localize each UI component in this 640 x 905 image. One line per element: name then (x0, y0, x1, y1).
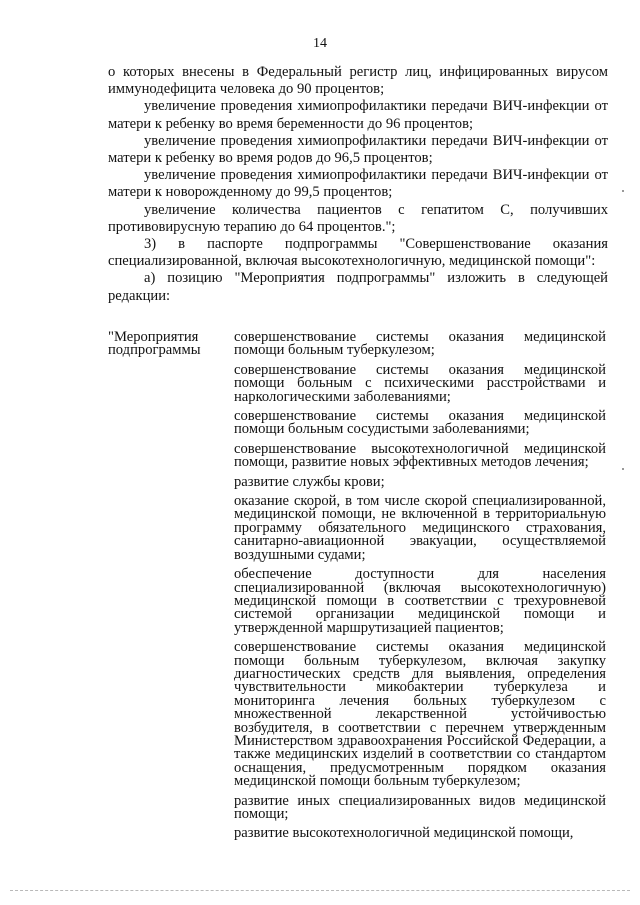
list-item: оказание скорой, в том числе скорой специализированной, медицинской помощи, не включенной в территориальную программу обязательного медицинского страхования, санитарно-авиационной эвакуации, осуществляемой воздушными судами; (234, 493, 606, 563)
paragraph: 3) в паспорте подпрограммы "Совершенствование оказания специализированной, включая высокотехнологичную, медицинской помощи": (108, 236, 608, 270)
list-item: обеспечение доступности для населения специализированной (включая высокотехнологичную) медицинской помощи в соответствии с трехуровневой системой организации медицинской помощи и утвержденной маршрутизацией пациентов; (234, 566, 606, 636)
scan-speck (622, 468, 624, 470)
paragraph: увеличение количества пациентов с гепатитом С, получивших противовирусную терапию до 64 процентов."; (108, 201, 608, 235)
scan-bottom-edge (10, 890, 630, 891)
paragraph: а) позицию "Мероприятия подпрограммы" изложить в следующей редакции: (108, 270, 608, 304)
list-item: совершенствование системы оказания медицинской помощи больным туберкулезом, включая закупку диагностических средств для выявления, определения чувствительности микобактерии туберкулеза и мониторинга лечения больных туберкулезом с множественной лекарственной устойчивостью возбудителя, в соответствии с перечнем утвержденным Министерством здравоохранения Российской Федерации, а также медицинских изделий в соответствии со стандартом оснащения, предусмотренным порядком оказания медицинской помощи больным туберкулезом; (234, 639, 606, 790)
table-items (234, 331, 606, 847)
paragraph: увеличение проведения химиопрофилактики передачи ВИЧ-инфекции от матери к новорожденному до 99,5 процентов; (108, 167, 608, 201)
list-item: развитие высокотехнологичной медицинской помощи, (234, 825, 574, 842)
list-item: совершенствование системы оказания медицинской помощи больным сосудистыми заболеваниями; (234, 408, 606, 438)
paragraph: о которых внесены в Федеральный регистр лиц, инфицированных вирусом иммунодефицита человека до 90 процентов; (108, 64, 608, 98)
paragraph: увеличение проведения химиопрофилактики передачи ВИЧ-инфекции от матери к ребенку во время беременности до 96 процентов; (108, 98, 608, 132)
scan-speck (622, 190, 624, 192)
list-item: совершенствование высокотехнологичной медицинской помощи, развитие новых эффективных методов лечения; (234, 440, 606, 471)
page-number: 14 (313, 36, 327, 51)
body-text (108, 64, 608, 305)
list-item: совершенствование системы оказания медицинской помощи больным туберкулезом; (234, 329, 606, 359)
table-row-label: "Мероприятия подпрограммы (108, 329, 201, 359)
list-item: развитие службы крови; (234, 473, 385, 490)
paragraph: увеличение проведения химиопрофилактики передачи ВИЧ-инфекции от матери к ребенку во время родов до 96,5 процентов; (108, 132, 608, 167)
list-item: развитие иных специализированных видов медицинской помощи; (234, 792, 606, 822)
list-item: совершенствование системы оказания медицинской помощи больным с психическими расстройствами и наркологическими заболеваниями; (234, 361, 606, 405)
